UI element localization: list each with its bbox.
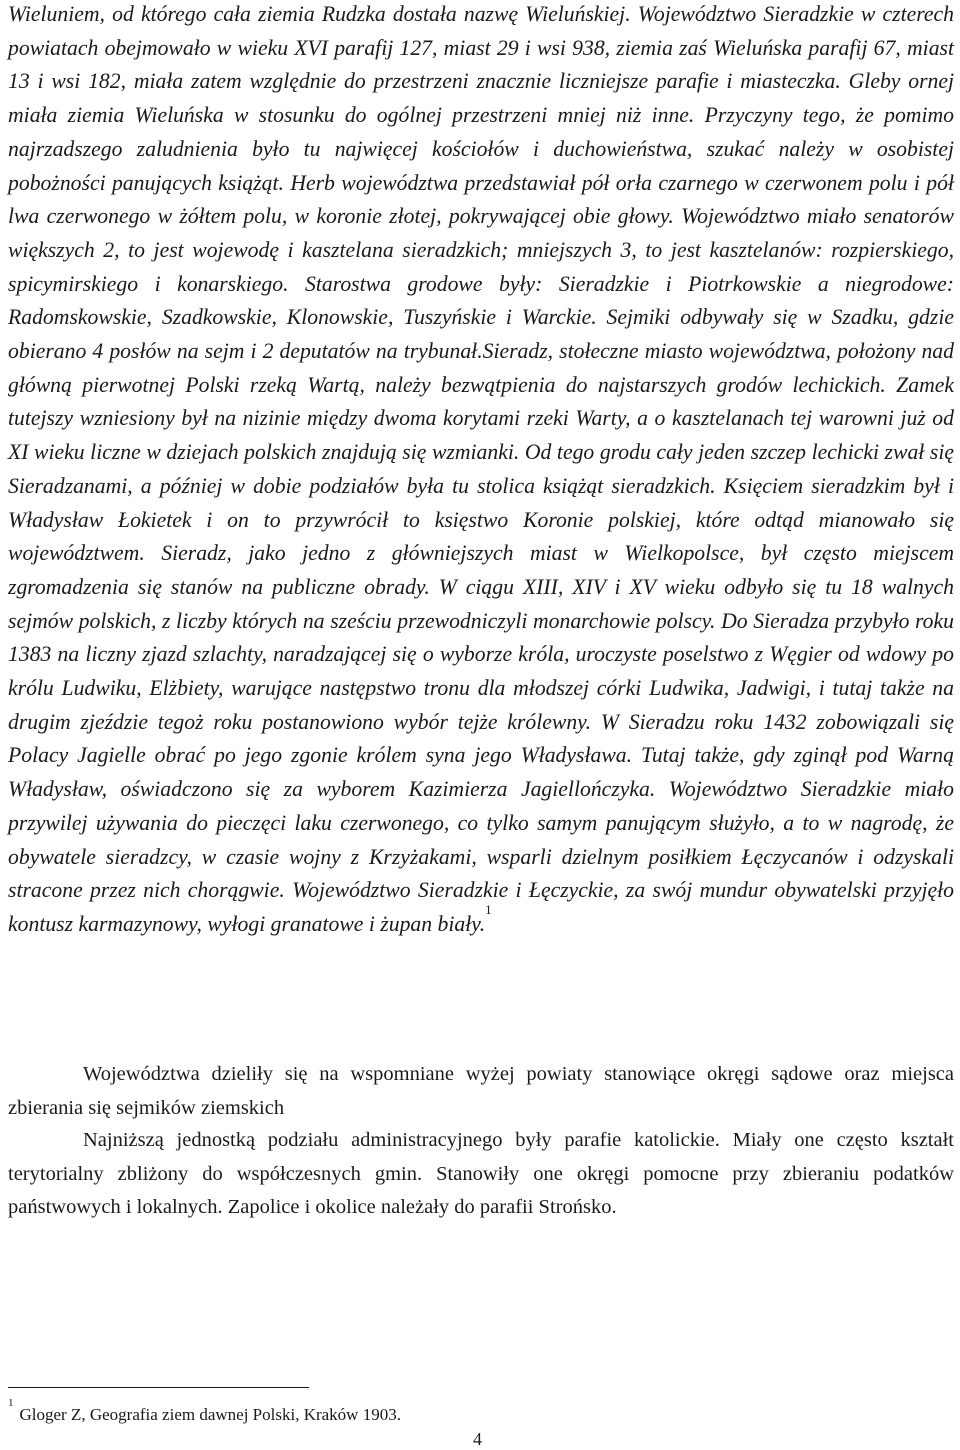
page-number: 4	[473, 1429, 482, 1449]
quoted-passage	[8, 0, 954, 942]
footnote-reference[interactable]: 1	[485, 901, 492, 917]
footnote	[8, 1397, 401, 1426]
footnote-divider	[8, 1387, 309, 1388]
paragraph-parishes: Najniższą jednostką podziału administracyjnego były parafie katolickie. Miały one często kształt terytorialny zbliżony do współczesnych gmin. Stanowiły one okręgi pomocne przy zbieraniu podatków państwowych i lokalnych. Zapolice i okolice należały do parafii Strońsko.	[8, 1129, 954, 1218]
quoted-passage-text: Wieluniem, od którego cała ziemia Rudzka dostała nazwę Wieluńskiej. Województwo Sieradzkie w czterech powiatach obejmowało w wieku XVI parafij 127, miast 29 i wsi 938, ziemia zaś Wieluńska parafij 67, miast 13 i wsi 182, miała zatem względnie do przestrzeni znacznie liczniejsze parafie i miasteczka. Gleby ornej miała ziemia Wieluńska w stosunku do ogólnej przestrzeni mniej niż inne. Przyczyny tego, że pomimo najrzadszego zaludnienia było tu najwięcej kościołów i duchowieństwa, szukać należy w osobistej pobożności panujących książąt. Herb województwa przedstawiał pół orła czarnego w czerwonem polu i pół lwa czerwonego w żółtem polu, w koronie złotej, pokrywającej obie głowy. Województwo miało senatorów większych 2, to jest wojewodę i kasztelana sieradzkich; mniejszych 3, to jest kasztelanów: rozpierskiego, spicymirskiego i konarskiego. Starostwa grodowe były: Sieradzkie i Piotrkowskie a niegrodowe: Radomskowskie, Szadkowskie, Klonowskie, Tuszyńskie i Warckie. Sejmiki odbywały się w Szadku, gdzie obierano 4 posłów na sejm i 2 deputatów na trybunał.Sieradz, stołeczne miasto województwa, położony nad główną pierwotnej Polski rzeką Wartą, należy bezwątpienia do najstarszych grodów lechickich. Zamek tutejszy wzniesiony był na nizinie między dwoma korytami rzeki Warty, a o kasztelanach tej warowni już od XI wieku liczne w dziejach polskich znajdują się wzmianki. Od tego grodu cały jeden szczep lechicki zwał się Sieradzanami, a później w dobie podziałów była tu stolica książąt sieradzkich. Księciem sieradzkim był i Władysław Łokietek i on to przywrócił to księstwo Koronie polskiej, które odtąd mianowało się województwem. Sieradz, jako jedno z główniejszych miast w Wielkopolsce, był często miejscem zgromadzenia się stanów na publiczne obrady. W ciągu XIII, XIV i XV wieku odbyło się tu 18 walnych sejmów polskich, z liczby których na sześciu przewodniczyli monarchowie polscy. Do Sieradza przybyło roku 1383 na liczny zjazd szlachty, naradzającej się o wyborze króla, uroczyste poselstwo z Węgier od wdowy po królu Ludwiku, Elżbiety, warujące następstwo tronu dla młodszej córki Ludwika, Jadwigi, i tutaj także na drugim zjeździe tegoż roku postanowiono wybór tejże królewny. W Sieradzu roku 1432 zobowiązali się Polacy Jagielle obrać po jego zgonie królem syna jego Władysława. Tutaj także, gdy zginął pod Warną Władysław, oświadczono się za wyborem Kazimierza Jagiellończyka. Województwo Sieradzkie miało przywilej używania do pieczęci laku czerwonego, co tylko samym panującym służyło, a to w nagrodę, że obywatele sieradzcy, w czasie wojny z Krzyżakami, wsparli dzielnym posiłkiem Łęczycanów i odzyskali stracone przez nich chorągwie. Województwo Sieradzkie i Łęczyckie, za swój mundur obywatelski przyjęło kontusz karmazynowy, wyłogi granatowe i żupan biały.	[8, 2, 954, 936]
paragraph-districts: Województwa dzieliły się na wspomniane wyżej powiaty stanowiące okręgi sądowe oraz miejsca zbierania się sejmików ziemskich	[8, 1063, 954, 1119]
footnote-text: Gloger Z, Geografia ziem dawnej Polski, Kraków 1903.	[19, 1405, 401, 1424]
footnote-marker: 1	[8, 1397, 14, 1410]
document-page	[8, 0, 954, 1450]
